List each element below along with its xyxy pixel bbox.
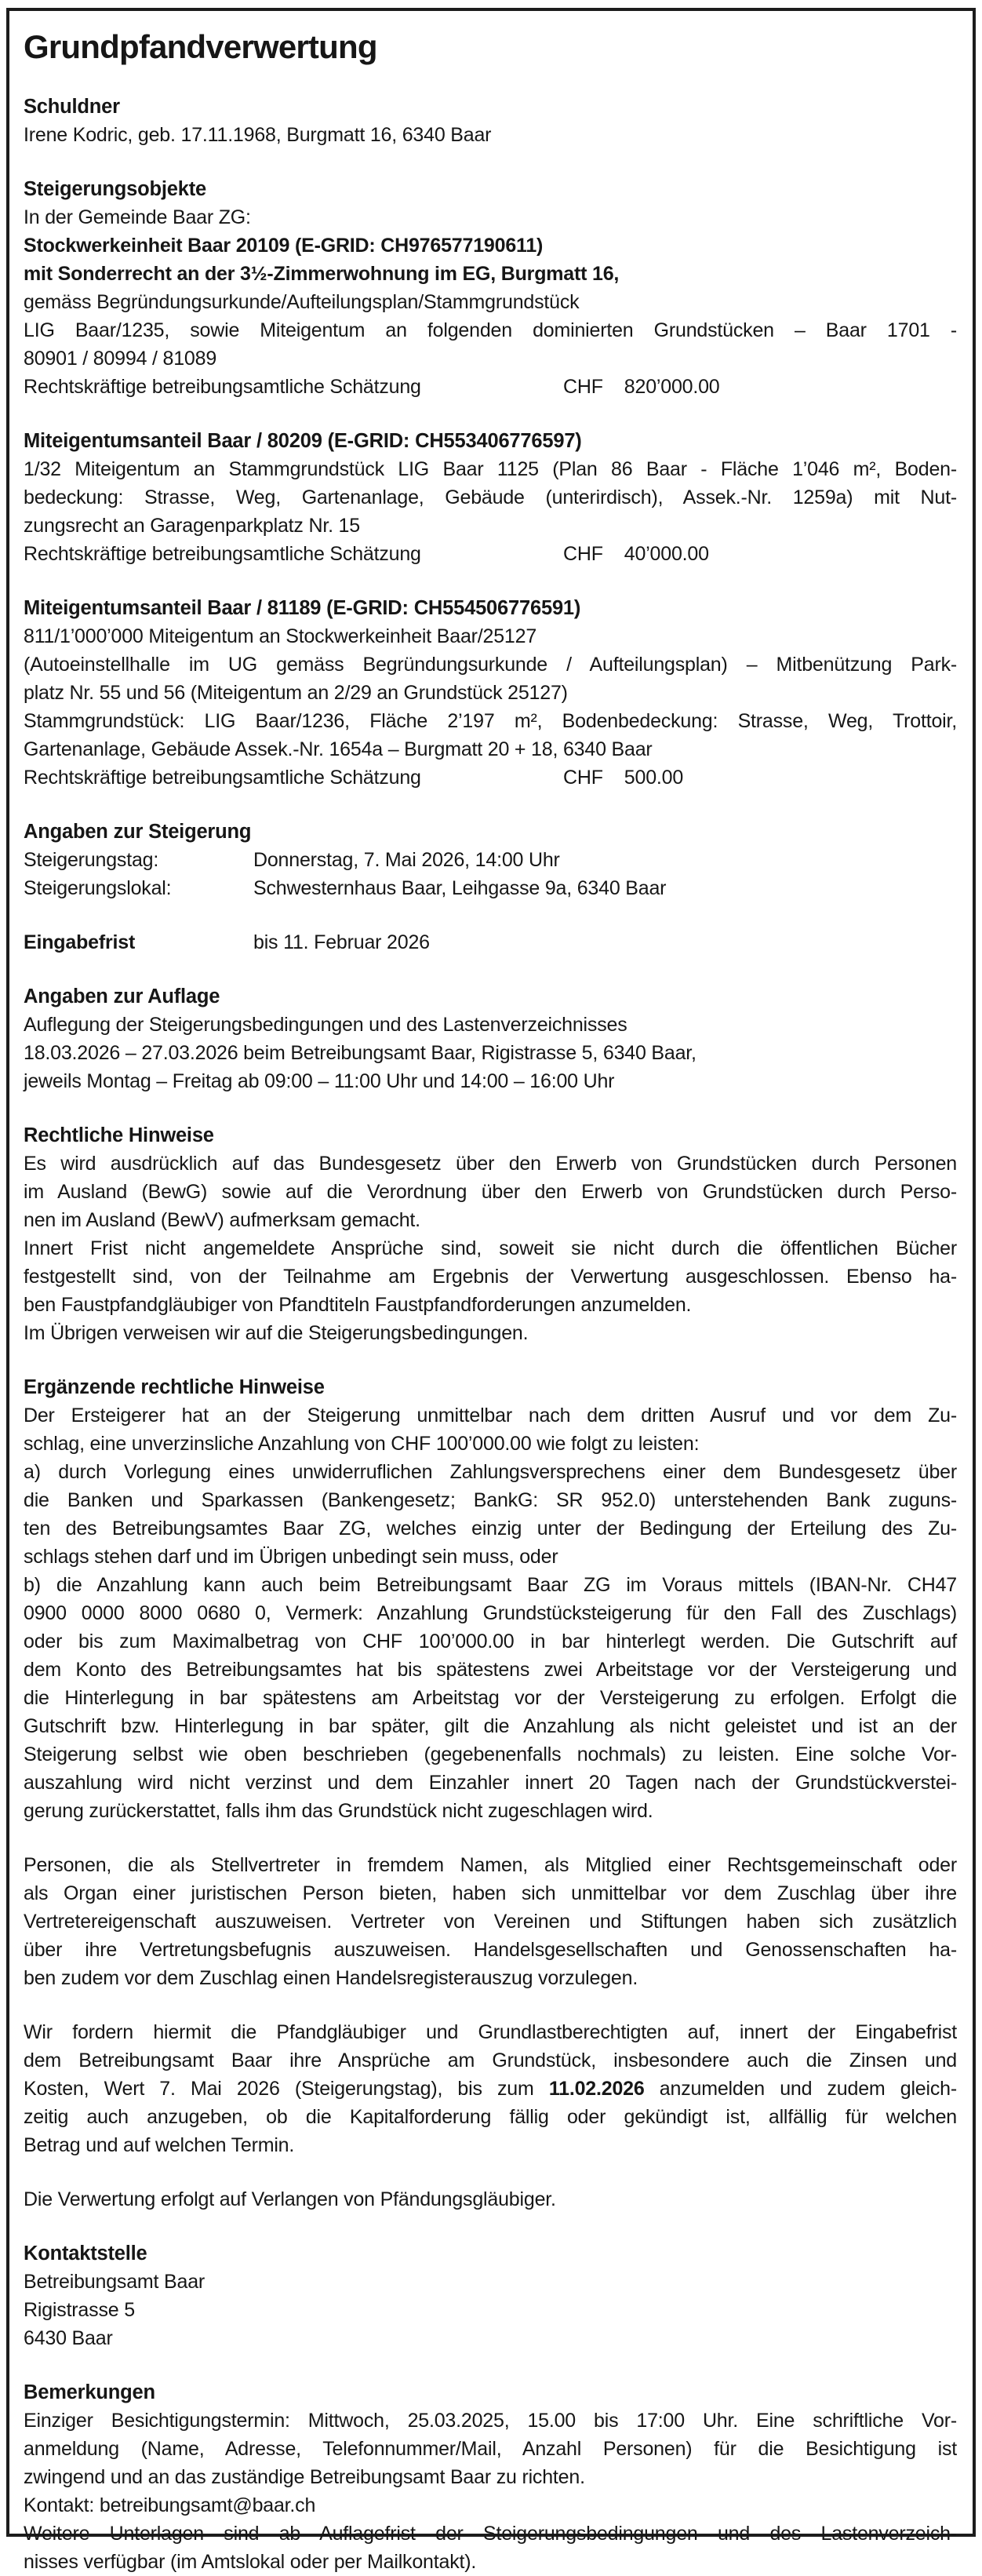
paragraph (24, 1234, 957, 1319)
blank-line (24, 1992, 957, 2018)
paragraph (24, 650, 957, 707)
text-line: 0900 0000 8000 0680 0, Vermerk: Anzahlung Grundstücksteigerung für den Fall des Zuschlags) (24, 1602, 957, 1624)
paragraph (24, 2018, 957, 2159)
paragraph (24, 1401, 957, 1458)
blank-line (24, 2213, 957, 2239)
text-line: zeitig auch anzugeben, ob die Kapitalforderung fällig oder gekündigt ist, allfällig für welchen (24, 2106, 957, 2128)
text-line: a) durch Vorlegung eines unwiderruflichen Zahlungsversprechens einer dem Bundesgesetz über (24, 1461, 957, 1483)
text-line: Rigistrasse 5 (24, 2299, 135, 2321)
blank-line (24, 2159, 957, 2185)
text-line: In der Gemeinde Baar ZG: (24, 206, 251, 228)
text-line: Personen, die als Stellvertreter in fremdem Namen, als Mitglied einer Rechtsgemeinschaft oder (24, 1854, 957, 1876)
paragraph (24, 707, 957, 763)
text-line: auszahlung wird nicht verzinst und dem Einzahler innert 20 Tagen nach der Grundstückverstei- (24, 1772, 957, 1794)
text-line: Die Verwertung erfolgt auf Verlangen von Pfändungsgläubiger. (24, 2188, 556, 2210)
text-line: Weitere Unterlagen sind ab Auflagefrist der Steigerungsbedingungen und des Lastenverzeich- (24, 2523, 957, 2545)
text-line: bedeckung: Strasse, Weg, Gartenanlage, Gebäude (unterirdisch), Assek.-Nr. 1259a) mit Nut- (24, 486, 957, 508)
text-line: Irene Kodric, geb. 17.11.1968, Burgmatt 16, 6340 Baar (24, 124, 492, 146)
text-line: Innert Frist nicht angemeldete Ansprüche sind, soweit sie nicht durch die öffentlichen Bücher (24, 1237, 957, 1259)
text-line: Betreibungsamt Baar (24, 2271, 205, 2293)
text-line: über ihre Vertretungsbefugnis auszuweisen. Handelsgesellschaften und Genossenschaften ha- (24, 1939, 957, 1961)
estimate-label: Rechtskräftige betreibungsamtliche Schätzung (24, 543, 421, 565)
page-title: Grundpfandverwertung (24, 28, 377, 65)
blank-line (24, 149, 957, 175)
text-line: Kontakt: betreibungsamt@baar.ch (24, 2494, 316, 2516)
text-line: dem Betreibungsamt Baar ihre Ansprüche am Grundstück, insbesondere auch die Zinsen und (24, 2050, 957, 2071)
section-heading: Schuldner (24, 96, 120, 118)
text-line: die Banken und Sparkassen (Bankengesetz; BankG: SR 952.0) unterstehenden Bank zuguns- (24, 1489, 957, 1511)
paragraph (24, 1851, 957, 1992)
emphasized-date: 11.02.2026 (548, 2078, 645, 2100)
estimate-amount: 820’000.00 (624, 376, 720, 398)
estimate-label: Rechtskräftige betreibungsamtliche Schätzung (24, 767, 421, 789)
text-line: Gartenanlage, Gebäude Assek.-Nr. 1654a – Burgmatt 20 + 18, 6340 Baar (24, 738, 653, 760)
estimate-amount: 500.00 (624, 767, 684, 789)
estimate-row (24, 763, 957, 792)
text-line: zwingend und an das zuständige Betreibungsamt Baar zu richten. (24, 2466, 585, 2488)
text-line: Es wird ausdrücklich auf das Bundesgesetz über den Erwerb von Grundstücken durch Personen (24, 1153, 957, 1175)
paragraph (24, 316, 957, 373)
field-value: bis 11. Februar 2026 (253, 931, 430, 953)
section-heading: Angaben zur Steigerung (24, 821, 252, 843)
text-line: Betrag und auf welchen Termin. (24, 2134, 295, 2156)
paragraph (24, 1150, 957, 1234)
text-line: gemäss Begründungsurkunde/Aufteilungsplan/Stammgrundstück (24, 291, 580, 313)
text-line: Stockwerkeinheit Baar 20109 (E-GRID: CH976577190611) (24, 235, 544, 257)
section-heading: Bemerkungen (24, 2381, 155, 2403)
field-value: Schwesternhaus Baar, Leihgasse 9a, 6340 Baar (253, 877, 667, 899)
text-line: zungsrecht an Garagenparkplatz Nr. 15 (24, 515, 360, 537)
text-line: Vertretereigenschaft auszuweisen. Vertreter von Vereinen und Stiftungen haben sich zusätzlich (24, 1911, 957, 1933)
blank-line (24, 1347, 957, 1373)
key-value-row (24, 846, 957, 874)
text-line: LIG Baar/1235, sowie Miteigentum an folgenden dominierten Grundstücken – Baar 1701 - (24, 319, 957, 341)
section-heading: Miteigentumsanteil Baar / 80209 (E-GRID: CH553406776597) (24, 430, 582, 452)
text-line: gerung zurückerstattet, falls ihm das Grundstück nicht zugeschlagen wird. (24, 1800, 653, 1822)
text-line: Steigerung selbst wie oben beschrieben (gegebenenfalls nochmals) zu leisten. Eine solche Vor- (24, 1743, 957, 1765)
text-line: 80901 / 80994 / 81089 (24, 348, 217, 370)
paragraph (24, 2407, 957, 2491)
blank-line (24, 1095, 957, 1121)
text-line: jeweils Montag – Freitag ab 09:00 – 11:00 Uhr und 14:00 – 16:00 Uhr (24, 1070, 615, 1092)
text-line: mit Sonderrecht an der 3½-Zimmerwohnung im EG, Burgmatt 16, (24, 263, 620, 285)
text-line: anmeldung (Name, Adresse, Telefonnummer/Mail, Anzahl Personen) für die Besichtigung ist (24, 2438, 957, 2460)
text-line: schlag, eine unverzinsliche Anzahlung von CHF 100’000.00 wie folgt zu leisten: (24, 1433, 700, 1455)
text-line: ten des Betreibungsamtes Baar ZG, welches einzig unter der Bedingung der Erteilung des Zu- (24, 1518, 957, 1539)
text-line: 1/32 Miteigentum an Stammgrundstück LIG Baar 1125 (Plan 86 Baar - Fläche 1’046 m², Boden- (24, 458, 957, 480)
text-line: Im Übrigen verweisen wir auf die Steigerungsbedingungen. (24, 1322, 529, 1344)
text-line: (Autoeinstellhalle im UG gemäss Begründungsurkunde / Aufteilungsplan) – Mitbenützung Park- (24, 654, 957, 676)
text-line: nisses verfügbar (im Amtslokal oder per Mailkontakt). (24, 2551, 477, 2573)
blank-line (24, 1825, 957, 1851)
field-value: Donnerstag, 7. Mai 2026, 14:00 Uhr (253, 849, 560, 871)
key-value-row (24, 874, 957, 902)
text-line: Wir fordern hiermit die Pfandgläubiger und Grundlastberechtigten auf, innert der Eingabefrist (24, 2021, 957, 2043)
field-label: Steigerungstag: (24, 849, 159, 871)
paragraph (24, 1458, 957, 1571)
section-heading: Steigerungsobjekte (24, 178, 207, 200)
text-line: platz Nr. 55 und 56 (Miteigentum an 2/29 an Grundstück 25127) (24, 682, 568, 704)
text-line: b) die Anzahlung kann auch beim Betreibungsamt Baar ZG im Voraus mittels (IBAN-Nr. CH47 (24, 1574, 957, 1596)
text-line: Gutschrift bzw. Hinterlegung in bar später, gilt die Anzahlung als nicht geleistet und ist an der (24, 1715, 957, 1737)
text-line: 6430 Baar (24, 2327, 113, 2349)
paragraph (24, 1571, 957, 1825)
blank-line (24, 956, 957, 982)
blank-line (24, 902, 957, 928)
text-line: Stammgrundstück: LIG Baar/1236, Fläche 2’197 m², Bodenbedeckung: Strasse, Weg, Trottoir, (24, 710, 957, 732)
text-line: Der Ersteigerer hat an der Steigerung unmittelbar nach dem dritten Ausruf und vor dem Zu- (24, 1405, 957, 1426)
text-line: ben Faustpfandgläubiger von Pfandtiteln Faustpfandforderungen anzumelden. (24, 1294, 692, 1316)
text-line: als Organ einer juristischen Person bieten, haben sich unmittelbar vor dem Zuschlag über ihre (24, 1882, 957, 1904)
blank-line (24, 792, 957, 818)
currency-code: CHF (563, 376, 603, 398)
currency-code: CHF (563, 543, 603, 565)
text-line: 18.03.2026 – 27.03.2026 beim Betreibungsamt Baar, Rigistrasse 5, 6340 Baar, (24, 1042, 696, 1064)
estimate-label: Rechtskräftige betreibungsamtliche Schätzung (24, 376, 421, 398)
paragraph (24, 455, 957, 540)
text-line: im Ausland (BewG) sowie auf die Verordnung über den Erwerb von Grundstücken durch Perso- (24, 1181, 957, 1203)
blank-line (24, 568, 957, 594)
section-heading: Ergänzende rechtliche Hinweise (24, 1376, 325, 1398)
text-line: Einziger Besichtigungstermin: Mittwoch, 25.03.2025, 15.00 bis 17:00 Uhr. Eine schriftliche Vor- (24, 2410, 957, 2432)
text-line: schlags stehen darf und im Übrigen unbedingt sein muss, oder (24, 1546, 558, 1568)
text-line: ben zudem vor dem Zuschlag einen Handelsregisterauszug vorzulegen. (24, 1967, 638, 1989)
text-line: oder bis zum Maximalbetrag von CHF 100’000.00 in bar hinterlegt werden. Die Gutschrift auf (24, 1630, 957, 1652)
section-heading: Kontaktstelle (24, 2243, 147, 2264)
auction-notice (6, 8, 976, 2573)
notice-body (24, 93, 957, 2576)
text-line: die Hinterlegung in bar spätestens am Arbeitstag vor der Versteigerung zu erfolgen. Erfolgt die (24, 1687, 957, 1709)
section-heading: Angaben zur Auflage (24, 986, 220, 1007)
estimate-amount: 40’000.00 (624, 543, 709, 565)
paragraph (24, 2520, 957, 2576)
text-line: festgestellt sind, von der Teilnahme am Ergebnis der Verwertung ausgeschlossen. Ebenso ha- (24, 1266, 957, 1288)
text-line: Kosten, Wert 7. Mai 2026 (Steigerungstag), bis zum 11.02.2026 anzumelden und zudem gleich- (24, 2078, 957, 2100)
estimate-row (24, 373, 957, 401)
estimate-row (24, 540, 957, 568)
blank-line (24, 401, 957, 427)
section-heading: Miteigentumsanteil Baar / 81189 (E-GRID: CH554506776591) (24, 597, 581, 619)
blank-line (24, 2352, 957, 2378)
key-value-row (24, 928, 957, 956)
text-line: dem Konto des Betreibungsamtes hat bis spätestens zwei Arbeitstage vor der Versteigerung und (24, 1659, 957, 1681)
section-heading: Rechtliche Hinweise (24, 1124, 214, 1146)
currency-code: CHF (563, 767, 603, 789)
text-line: nen im Ausland (BewV) aufmerksam gemacht. (24, 1209, 420, 1231)
field-label: Eingabefrist (24, 931, 136, 953)
field-label: Steigerungslokal: (24, 877, 172, 899)
text-line: 811/1’000’000 Miteigentum an Stockwerkeinheit Baar/25127 (24, 625, 537, 647)
text-line: Auflegung der Steigerungsbedingungen und des Lastenverzeichnisses (24, 1014, 627, 1036)
